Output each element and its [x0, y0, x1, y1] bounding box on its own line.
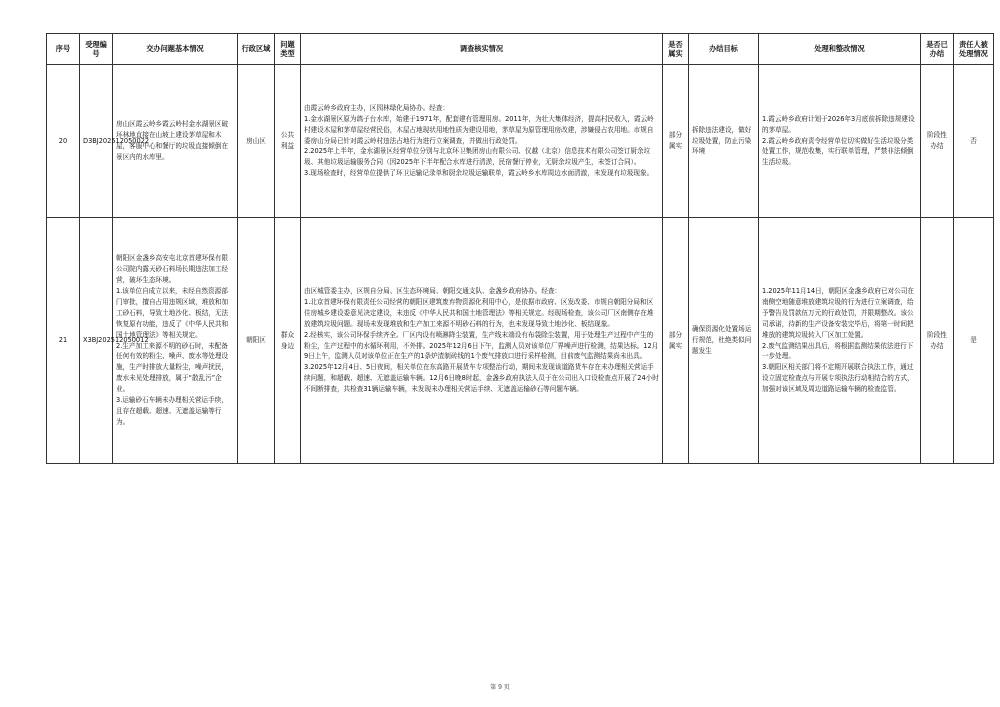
survey-paragraph: 3.现场检查时，经营单位提供了环卫运输记录单和厨余垃圾运输联单，霞云岭乡水库周边水面清澈，未发现有垃圾现象。: [304, 169, 654, 178]
cell-code: X3BJ202512050012: [80, 218, 113, 464]
cell-survey: [301, 65, 663, 218]
cell-seq: 21: [47, 218, 80, 464]
survey-paragraph: 由区城管委主办，区规自分局、区生态环境局、朝阳交通支队、金盏乡政府协办。经查：: [304, 286, 562, 295]
cell-code: D3BJ202512050022: [80, 65, 113, 218]
cell-type: 群众身边: [275, 218, 301, 464]
handling-paragraph: 1.霞云岭乡政府计划于2026年3月底前拆除违规建设的茅草屋。: [762, 114, 915, 134]
handling-paragraph: 1.2025年11月14日，朝阳区金盏乡政府已对公司在南侧空地随意堆放建筑垃圾的行为进行立案调查，给予警告及罚款伍万元的行政处罚，并限期整改。该公司承诺，待新的生产设备安装完毕后，将第一时间把堆放的建筑垃圾转入厂区加工处置。: [762, 286, 914, 339]
survey-paragraph: 2.2025年上半年，金水湖景区经营单位分别与北京环卫集团房山有限公司、仪越（北京）信息技术有限公司签订厨余垃圾、其他垃圾运输服务合同（因2025年下半年配合水库进行清淤，民宿餐厅停业，无厨余垃圾产生，未签订合同）。: [304, 147, 651, 167]
cell-region: 房山区: [238, 65, 275, 218]
cell-goal: 拆除违法建设，做好垃圾处置，防止污染环境: [689, 65, 759, 218]
survey-paragraph: 由霞云岭乡政府主办，区园林绿化局协办。经查：: [304, 103, 450, 112]
header-seq: 序号: [47, 34, 80, 65]
cell-closed: 阶段性办结: [921, 218, 954, 464]
cell-region: 朝阳区: [238, 218, 275, 464]
cell-type: 公共利益: [275, 65, 301, 218]
cell-accountability: 是: [954, 218, 994, 464]
cell-basic: [113, 218, 238, 464]
cell-handling: [759, 65, 921, 218]
survey-paragraph: 1.金水湖景区原为鸽子台水库，始建于1971年，配套建有管理用房。2011年，为壮大集体经济，提高村民收入，霞云岭村建设木屋和茅草屋经营民俗，木屋占地现状用地性质为建设用地，茅草屋为原管理用房改建，涉嫌侵占农用地。市规自委房山分局已针对霞云岭村违法占地行为进行立案调查，并做出行政处罚。: [304, 114, 654, 145]
cell-closed: 阶段性办结: [921, 65, 954, 218]
basic-paragraph: 朝阳区金盏乡高安屯北京首建环保有限公司院内露天砂石料场长期违法加工经营，破坏生态环境。: [116, 254, 229, 285]
cell-basic: 房山区霞云岭乡霞云岭村金水湖景区破坏林地直接在山坡上建设茅草屋和木屋，客服中心和餐厅的垃圾直接倾倒在景区内的水库里。: [113, 65, 238, 218]
basic-paragraph: 3.运输砂石车辆未办理相关营运手续，且存在超载、超速、无遮盖运输等行为。: [116, 396, 228, 426]
case-table: [46, 33, 994, 464]
cell-handling: [759, 218, 921, 464]
header-closed: 是否已办结: [921, 34, 954, 65]
handling-paragraph: 3.朝阳区相关部门将不定期开展联合执法工作，通过设立固定检查点与开展专项执法行动相结合的方式，加强对该区域及周边道路运输车辆的检查监管。: [762, 363, 914, 394]
header-accountability: 责任人被处理情况: [954, 34, 994, 65]
header-region: 行政区域: [238, 34, 275, 65]
page-number: 第 9 页: [490, 684, 510, 691]
basic-paragraph: 1.该单位自成立以来，未经自然资源部门审批，擅自占用违规区域，堆放和加工砂石料，导致土地沙化、板结，无法恢复原有功能，违反了《中华人民共和国土地管理法》等相关规定。: [116, 286, 229, 339]
survey-paragraph: 2.经核实，该公司环保手续齐全。厂区内设有喷淋降尘装置，生产线末端设有布袋除尘装置，用于处理生产过程中产生的粉尘，生产过程中的水循环利用，不外排。2025年12月6日下午，监测人员对该单位厂界噪声进行检测，结果达标。12月9日上午，监测人员对该单位正在生产的1条炉渣制砖线的1个废气排放口进行采样检测，目前废气监测结果尚未出具。: [304, 330, 659, 361]
cell-seq: 20: [47, 65, 80, 218]
header-code: 受理编号: [80, 34, 113, 65]
basic-paragraph: 2.生产加工来源不明的砂石时，未配备任何有效的粉尘、噪声、废水等处理设施，生产时排放大量粉尘，噪声扰民，废水未见处理排放，属于“散乱污”企业。: [116, 341, 229, 394]
header-type: 问题类型: [275, 34, 301, 65]
table-header: [47, 34, 994, 65]
survey-paragraph: 1.北京首建环保有限责任公司经营的朝阳区建筑废弃物资源化利用中心，是依据市政府、区发改委、市规自朝阳分局和区住房城乡建设委意见决定建设，未违反《中华人民共和国土地管理法》等相关规定。经现场检查，该公司厂区南侧存在堆放建筑垃圾问题。现场未发现堆放和生产加工来源不明砂石料的行为，也未发现导致土地沙化、板结现象。: [304, 297, 654, 328]
cell-survey: [301, 218, 663, 464]
table-row: [47, 218, 994, 464]
cell-verified: 部分属实: [663, 65, 689, 218]
cell-verified: 部分属实: [663, 218, 689, 464]
header-basic: 交办问题基本情况: [113, 34, 238, 65]
cell-goal: 确保资源化处置场运行规范，杜绝类似问题发生: [689, 218, 759, 464]
header-survey: 调查核实情况: [301, 34, 663, 65]
handling-paragraph: 2.霞云岭乡政府责令经营单位切实做好生活垃圾分类处置工作，规范收集，实行联单管理，严禁非法倾倒生活垃圾。: [762, 136, 914, 167]
cell-accountability: 否: [954, 65, 994, 218]
header-handling: 处理和整改情况: [759, 34, 921, 65]
handling-paragraph: 2.废气监测结果出具后，将根据监测结果依法进行下一步处理。: [762, 341, 914, 361]
header-verified: 是否属实: [663, 34, 689, 65]
table-row: [47, 65, 994, 218]
survey-paragraph: 3.2025年12月4日、5日夜间，相关单位在东高路开展货车专项整治行动，期间未发现该道路货车存在未办理相关营运手续问题，和超载、超速、无遮盖运输车辆。12月6日晚8时起，金盏乡政府执法人员于在公司出入口设检查点开展了24小时不间断排查，共检查31辆运输车辆，未发现未办理相关营运手续、无遮盖运输砂石等问题车辆。: [304, 363, 659, 394]
header-goal: 办结目标: [689, 34, 759, 65]
